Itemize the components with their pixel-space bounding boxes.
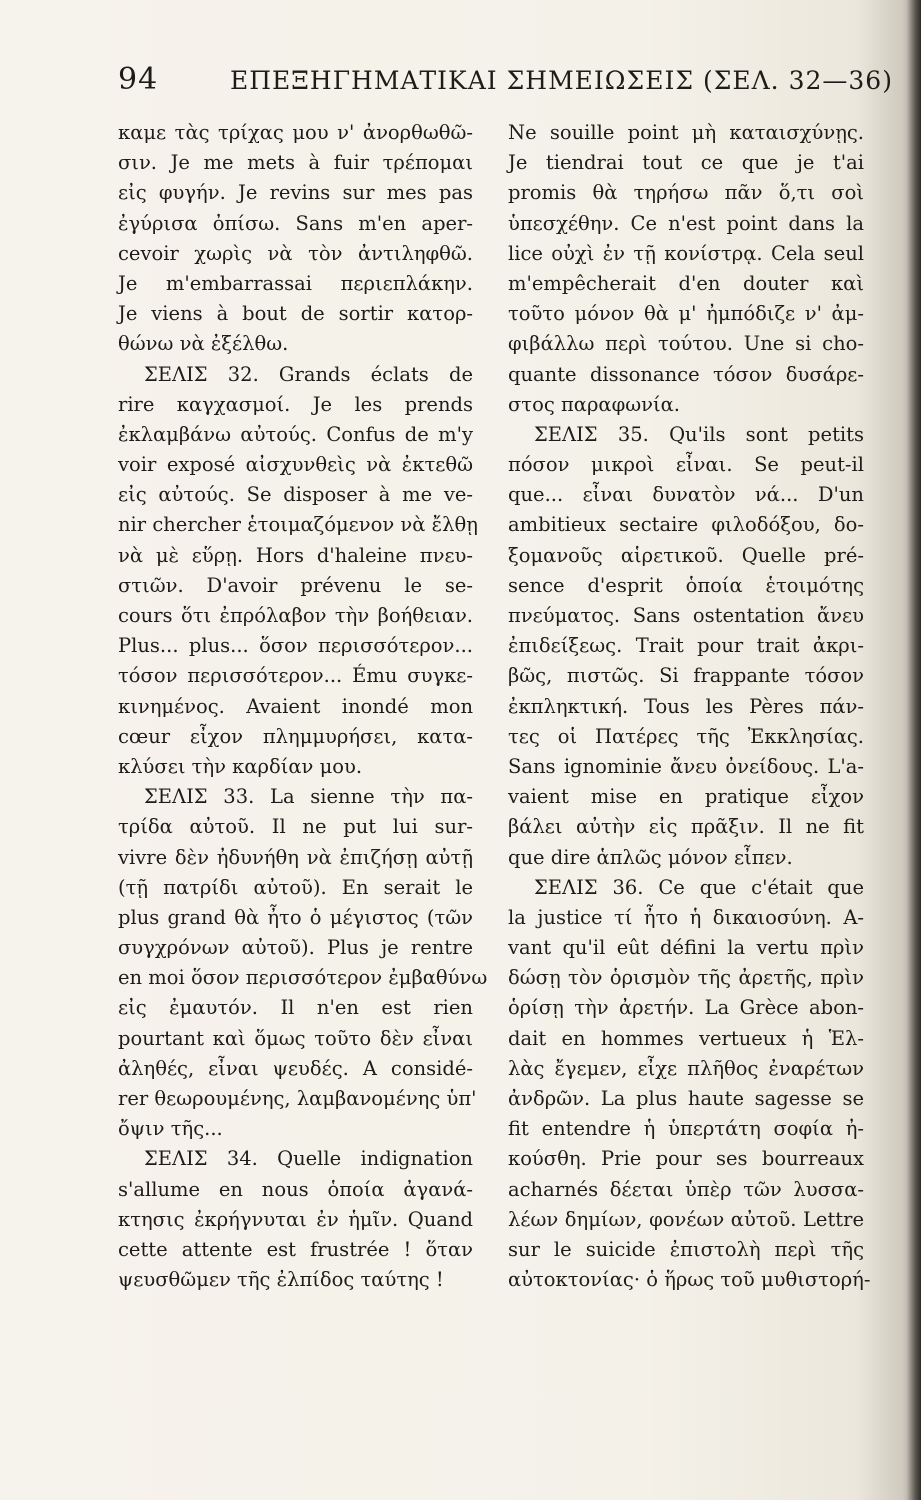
text-line: τες οἱ Πατέρες τῆς Ἐκκλησίας.: [508, 724, 864, 748]
text-line: πνεύματος. Sans ostentation ἄνευ: [508, 604, 864, 627]
text-line: (τῇ πατρίδι αὐτοῦ). En serait le: [118, 875, 473, 899]
text-line: δώσῃ τὸν ὁρισμὸν τῆς ἀρετῆς, πρὶν: [508, 966, 864, 990]
text-line: σιν. Je me mets à fuir τρέπομαι: [118, 151, 473, 175]
text-line: κούσθη. Prie pour ses bourreaux: [508, 1147, 864, 1171]
text-line: κλύσει τὴν καρδίαν μου.: [118, 754, 363, 778]
text-line: στιῶν. D'avoir prévenu le se-: [118, 573, 473, 597]
text-line: en moi ὅσον περισσότερον ἐμβαθύνω: [118, 966, 488, 990]
text-line: s'allume en nous ὁποία ἀγανά-: [118, 1177, 473, 1201]
text-line: voir exposé αἰσχυνθεὶς νὰ ἐκτεθῶ: [118, 453, 473, 477]
text-line: plus grand θὰ ἦτο ὁ μέγιστος (τῶν: [118, 905, 473, 929]
text-line: Plus... plus... ὅσον περισσότερον...: [118, 634, 473, 658]
text-line: que dire ἁπλῶς μόνον εἶπεν.: [508, 845, 793, 869]
text-line: acharnés δέεται ὑπὲρ τῶν λυσσα-: [508, 1177, 864, 1201]
text-line: pourtant καὶ ὅμως τοῦτο δὲν εἶναι: [118, 1026, 473, 1050]
text-line: κινημένος. Avaient inondé mon: [118, 694, 473, 718]
text-line: ἐπιδείξεως. Trait pour trait ἀκρι-: [508, 634, 864, 658]
text-line: ὄψιν τῆς...: [118, 1117, 223, 1141]
text-line: ἐγύρισα ὀπίσω. Sans m'en aper-: [118, 211, 473, 235]
text-line: dait en hommes vertueux ἡ Ἑλ-: [508, 1026, 864, 1050]
running-title: ΕΠΕΞΗΓΗΜΑΤΙΚΑΙ ΣΗΜΕΙΩΣΕΙΣ (ΣΕΛ. 32—36): [230, 66, 893, 95]
page-binding-edge: [907, 0, 921, 1500]
left-text-column: [118, 118, 488, 1295]
text-line: vivre δὲν ἠδυνήθη νὰ ἐπιζήσῃ αὐτῇ: [118, 845, 473, 869]
text-line: Je viens à bout de sortir κατορ-: [118, 302, 473, 326]
text-line: φιβάλλω περὶ τούτου. Une si cho-: [508, 332, 864, 356]
text-line: que... εἶναι δυνατὸν νά... D'un: [508, 483, 864, 507]
text-line: ὁρίσῃ τὴν ἀρετήν. La Grèce abon-: [508, 996, 864, 1020]
text-line: λέων δημίων, φονέων αὐτοῦ. Lettre: [508, 1207, 864, 1231]
text-line: vant qu'il eût défini la vertu πρὶν: [508, 936, 864, 960]
text-line: ψευσθῶμεν τῆς ἐλπίδος ταύτης !: [118, 1268, 444, 1292]
text-line: lice οὐχὶ ἐν τῇ κονίστρᾳ. Cela seul: [508, 241, 864, 265]
text-line: ambitieux sectaire φιλοδόξου, δο-: [508, 513, 864, 537]
text-line: Sans ignominie ἄνευ ὀνείδους. L'a-: [508, 754, 864, 778]
text-line: quante dissonance τόσον δυσάρε-: [508, 362, 864, 386]
text-line: ΣΕΛΙΣ 34. Quelle indignation: [144, 1147, 473, 1171]
text-line: sur le suicide ἐπιστολὴ περὶ τῆς: [508, 1237, 864, 1261]
text-line: ἐκλαμβάνω αὐτούς. Confus de m'y: [118, 422, 473, 446]
page-number: 94: [118, 62, 159, 97]
text-line: συγχρόνων αὐτοῦ). Plus je rentre: [118, 936, 473, 960]
text-line: cours ὅτι ἐπρόλαβον τὴν βοήθειαν.: [118, 604, 473, 627]
text-line: ἀνδρῶν. La plus haute sagesse se: [508, 1087, 864, 1110]
text-line: τοῦτο μόνον θὰ μ' ἠμπόδιζε ν' ἀμ-: [508, 302, 864, 326]
text-line: ΣΕΛΙΣ 32. Grands éclats de: [144, 362, 473, 386]
text-line: εἰς αὐτούς. Se disposer à me ve-: [118, 483, 473, 507]
text-line: κτησις ἐκρήγνυται ἐν ἡμῖν. Quand: [118, 1207, 473, 1231]
text-line: promis θὰ τηρήσω πᾶν ὅ,τι σοὶ: [508, 181, 864, 205]
text-line: fit entendre ἡ ὑπερτάτη σοφία ἠ-: [508, 1117, 864, 1141]
text-line: εἰς ἐμαυτόν. Il n'en est rien: [118, 996, 473, 1020]
text-line: βάλει αὐτὴν εἰς πρᾶξιν. Il ne fit: [508, 815, 864, 839]
text-line: ΣΕΛΙΣ 33. La sienne τὴν πα-: [144, 785, 473, 809]
text-line: rire καγχασμοί. Je les prends: [118, 392, 473, 416]
text-line: λὰς ἔγεμεν, εἶχε πλῆθος ἐναρέτων: [508, 1056, 864, 1080]
text-line: cœur εἶχον πλημμυρήσει, κατα-: [118, 724, 473, 748]
text-line: cevoir χωρὶς νὰ τὸν ἀντιληφθῶ.: [118, 241, 473, 265]
text-line: τόσον περισσότερον... Ému συγκε-: [118, 664, 473, 688]
page-header: [118, 62, 893, 108]
text-line: Je tiendrai tout ce que je t'ai: [508, 151, 864, 175]
right-text-column: [508, 118, 871, 1295]
text-line: βῶς, πιστῶς. Si frappante τόσον: [508, 664, 864, 688]
text-line: θώνω νὰ ἐξέλθω.: [118, 332, 289, 356]
text-line: nir chercher ἑτοιμαζόμενον νὰ ἔλθῃ: [118, 513, 478, 537]
text-line: καμε τὰς τρίχας μου ν' ἀνορθωθῶ-: [118, 121, 473, 144]
text-line: αὐτοκτονίας· ὁ ἥρως τοῦ μυθιστορή-: [508, 1268, 871, 1292]
text-line: sence d'esprit ὁποία ἑτοιμότης: [508, 573, 864, 597]
text-line: cette attente est frustrée ! ὅταν: [118, 1237, 473, 1261]
text-line: la justice τί ἦτο ἡ δικαιοσύνη. A-: [508, 905, 864, 929]
text-line: Ne souille point μὴ καταισχύνῃς.: [508, 121, 864, 144]
text-line: ἐκπληκτική. Tous les Pères πάν-: [508, 694, 864, 718]
text-line: ξομανοῦς αἱρετικοῦ. Quelle pré-: [508, 543, 864, 567]
text-line: στος παραφωνία.: [508, 392, 680, 416]
text-line: m'empêcherait d'en douter καὶ: [508, 271, 864, 295]
text-line: τρίδα αὐτοῦ. Il ne put lui sur-: [118, 815, 473, 839]
text-line: ΣΕΛΙΣ 35. Qu'ils sont petits: [534, 422, 864, 446]
text-line: ὑπεσχέθην. Ce n'est point dans la: [508, 211, 864, 235]
text-line: νὰ μὲ εὕρῃ. Hors d'haleine πνευ-: [118, 543, 473, 567]
text-line: πόσον μικροὶ εἶναι. Se peut-il: [508, 453, 864, 477]
text-line: εἰς φυγήν. Je revins sur mes pas: [118, 181, 473, 205]
text-line: Je m'embarrassai περιεπλάκην.: [118, 271, 473, 295]
text-line: ΣΕΛΙΣ 36. Ce que c'était que: [534, 875, 864, 899]
text-line: rer θεωρουμένης, λαμβανομένης ὑπ': [118, 1087, 477, 1110]
text-line: vaient mise en pratique εἶχον: [508, 785, 864, 809]
text-line: ἀληθές, εἶναι ψευδές. A considé-: [118, 1056, 473, 1080]
